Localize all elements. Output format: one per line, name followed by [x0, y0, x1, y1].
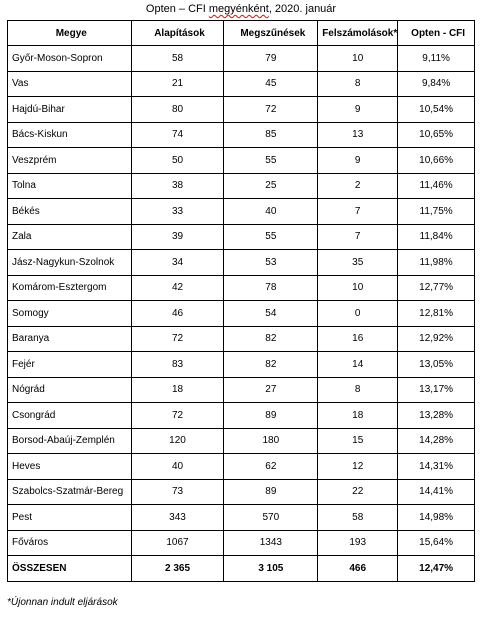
- header-county: Megye: [8, 21, 132, 46]
- header-opten-cfi: Opten - CFI: [398, 21, 475, 46]
- table-row: [8, 224, 475, 250]
- liquidations-cell: 16: [318, 326, 398, 352]
- foundings-cell: 42: [131, 275, 224, 301]
- county-cell: Győr-Moson-Sopron: [8, 46, 132, 72]
- opten-cfi-cell: 12,77%: [398, 275, 475, 301]
- county-cell: Szabolcs-Szatmár-Bereg: [8, 479, 132, 505]
- opten-cfi-cell: 10,65%: [398, 122, 475, 148]
- liquidations-cell: 8: [318, 71, 398, 97]
- county-cell: Jász-Nagykun-Szolnok: [8, 250, 132, 276]
- terminations-cell: 72: [224, 97, 318, 123]
- foundings-cell: 40: [131, 454, 224, 480]
- opten-cfi-cell: 13,17%: [398, 377, 475, 403]
- foundings-cell: 38: [131, 173, 224, 199]
- county-cell: Baranya: [8, 326, 132, 352]
- county-cell: Békés: [8, 199, 132, 225]
- foundings-cell: 50: [131, 148, 224, 174]
- liquidations-cell: 35: [318, 250, 398, 276]
- table-row: [8, 199, 475, 225]
- county-cell: Hajdú-Bihar: [8, 97, 132, 123]
- terminations-cell: 40: [224, 199, 318, 225]
- terminations-cell: 55: [224, 224, 318, 250]
- foundings-cell: 72: [131, 326, 224, 352]
- terminations-cell: 45: [224, 71, 318, 97]
- opten-cfi-cell: 14,98%: [398, 505, 475, 531]
- opten-cfi-cell: 12,47%: [398, 556, 475, 582]
- table-row: [8, 173, 475, 199]
- liquidations-cell: 13: [318, 122, 398, 148]
- terminations-cell: 55: [224, 148, 318, 174]
- table-row: [8, 505, 475, 531]
- header-foundings: Alapítások: [131, 21, 224, 46]
- table-row: [8, 403, 475, 429]
- terminations-cell: 62: [224, 454, 318, 480]
- liquidations-cell: 193: [318, 530, 398, 556]
- terminations-cell: 89: [224, 479, 318, 505]
- county-cell: Zala: [8, 224, 132, 250]
- county-cell: Pest: [8, 505, 132, 531]
- foundings-cell: 80: [131, 97, 224, 123]
- opten-cfi-cell: 14,28%: [398, 428, 475, 454]
- opten-cfi-cell: 11,46%: [398, 173, 475, 199]
- county-cell: Veszprém: [8, 148, 132, 174]
- liquidations-cell: 10: [318, 46, 398, 72]
- liquidations-cell: 14: [318, 352, 398, 378]
- liquidations-cell: 9: [318, 148, 398, 174]
- opten-cfi-cell: 10,54%: [398, 97, 475, 123]
- liquidations-cell: 2: [318, 173, 398, 199]
- terminations-cell: 1343: [224, 530, 318, 556]
- table-row: [8, 454, 475, 480]
- terminations-cell: 180: [224, 428, 318, 454]
- table-row: [8, 301, 475, 327]
- title-suffix: , 2020. január: [268, 3, 337, 15]
- opten-cfi-cell: 9,11%: [398, 46, 475, 72]
- liquidations-cell: 9: [318, 97, 398, 123]
- table-row: [8, 97, 475, 123]
- foundings-cell: 83: [131, 352, 224, 378]
- liquidations-cell: 10: [318, 275, 398, 301]
- opten-cfi-cell: 14,41%: [398, 479, 475, 505]
- page-title: [0, 2, 482, 16]
- terminations-cell: 79: [224, 46, 318, 72]
- terminations-cell: 3 105: [224, 556, 318, 582]
- table-row: [8, 148, 475, 174]
- opten-cfi-cell: 13,05%: [398, 352, 475, 378]
- table-row: [8, 479, 475, 505]
- foundings-cell: 74: [131, 122, 224, 148]
- table-row: [8, 122, 475, 148]
- county-statistics-table: [7, 20, 475, 582]
- county-cell: Bács-Kiskun: [8, 122, 132, 148]
- terminations-cell: 82: [224, 352, 318, 378]
- liquidations-cell: 7: [318, 224, 398, 250]
- table-row: [8, 352, 475, 378]
- foundings-cell: 33: [131, 199, 224, 225]
- foundings-cell: 39: [131, 224, 224, 250]
- foundings-cell: 46: [131, 301, 224, 327]
- liquidations-cell: 12: [318, 454, 398, 480]
- opten-cfi-cell: 13,28%: [398, 403, 475, 429]
- county-cell: Komárom-Esztergom: [8, 275, 132, 301]
- foundings-cell: 73: [131, 479, 224, 505]
- county-cell: ÖSSZESEN: [8, 556, 132, 582]
- table-row: [8, 71, 475, 97]
- table-row: [8, 250, 475, 276]
- header-terminations: Megszűnések: [224, 21, 318, 46]
- foundings-cell: 343: [131, 505, 224, 531]
- opten-cfi-cell: 11,75%: [398, 199, 475, 225]
- table-row: [8, 377, 475, 403]
- county-cell: Vas: [8, 71, 132, 97]
- table-row: [8, 275, 475, 301]
- county-cell: Csongrád: [8, 403, 132, 429]
- header-row: [8, 21, 475, 46]
- liquidations-cell: 15: [318, 428, 398, 454]
- terminations-cell: 78: [224, 275, 318, 301]
- opten-cfi-cell: 12,81%: [398, 301, 475, 327]
- title-spellcheck-word: megyénként: [208, 3, 269, 15]
- table-body: [8, 46, 475, 582]
- foundings-cell: 58: [131, 46, 224, 72]
- opten-cfi-cell: 10,66%: [398, 148, 475, 174]
- county-cell: Fejér: [8, 352, 132, 378]
- county-cell: Tolna: [8, 173, 132, 199]
- foundings-cell: 2 365: [131, 556, 224, 582]
- foundings-cell: 72: [131, 403, 224, 429]
- table-row: [8, 46, 475, 72]
- liquidations-cell: 18: [318, 403, 398, 429]
- header-liquidations: Felszámolások*: [318, 21, 398, 46]
- terminations-cell: 54: [224, 301, 318, 327]
- terminations-cell: 82: [224, 326, 318, 352]
- terminations-cell: 570: [224, 505, 318, 531]
- opten-cfi-cell: 11,98%: [398, 250, 475, 276]
- opten-cfi-cell: 15,64%: [398, 530, 475, 556]
- county-cell: Heves: [8, 454, 132, 480]
- liquidations-cell: 22: [318, 479, 398, 505]
- liquidations-cell: 466: [318, 556, 398, 582]
- table-row: [8, 326, 475, 352]
- foundings-cell: 21: [131, 71, 224, 97]
- opten-cfi-cell: 12,92%: [398, 326, 475, 352]
- table-row: [8, 530, 475, 556]
- terminations-cell: 85: [224, 122, 318, 148]
- county-cell: Nógrád: [8, 377, 132, 403]
- opten-cfi-cell: 9,84%: [398, 71, 475, 97]
- terminations-cell: 25: [224, 173, 318, 199]
- county-cell: Borsod-Abaúj-Zemplén: [8, 428, 132, 454]
- table-row: [8, 428, 475, 454]
- liquidations-cell: 58: [318, 505, 398, 531]
- footnote: *Újonnan indult eljárások: [7, 597, 118, 608]
- liquidations-cell: 8: [318, 377, 398, 403]
- county-cell: Főváros: [8, 530, 132, 556]
- liquidations-cell: 0: [318, 301, 398, 327]
- opten-cfi-cell: 11,84%: [398, 224, 475, 250]
- foundings-cell: 34: [131, 250, 224, 276]
- foundings-cell: 18: [131, 377, 224, 403]
- terminations-cell: 89: [224, 403, 318, 429]
- foundings-cell: 120: [131, 428, 224, 454]
- opten-cfi-cell: 14,31%: [398, 454, 475, 480]
- liquidations-cell: 7: [318, 199, 398, 225]
- title-prefix: Opten – CFI: [145, 3, 209, 15]
- terminations-cell: 27: [224, 377, 318, 403]
- foundings-cell: 1067: [131, 530, 224, 556]
- county-cell: Somogy: [8, 301, 132, 327]
- total-row: [8, 556, 475, 582]
- terminations-cell: 53: [224, 250, 318, 276]
